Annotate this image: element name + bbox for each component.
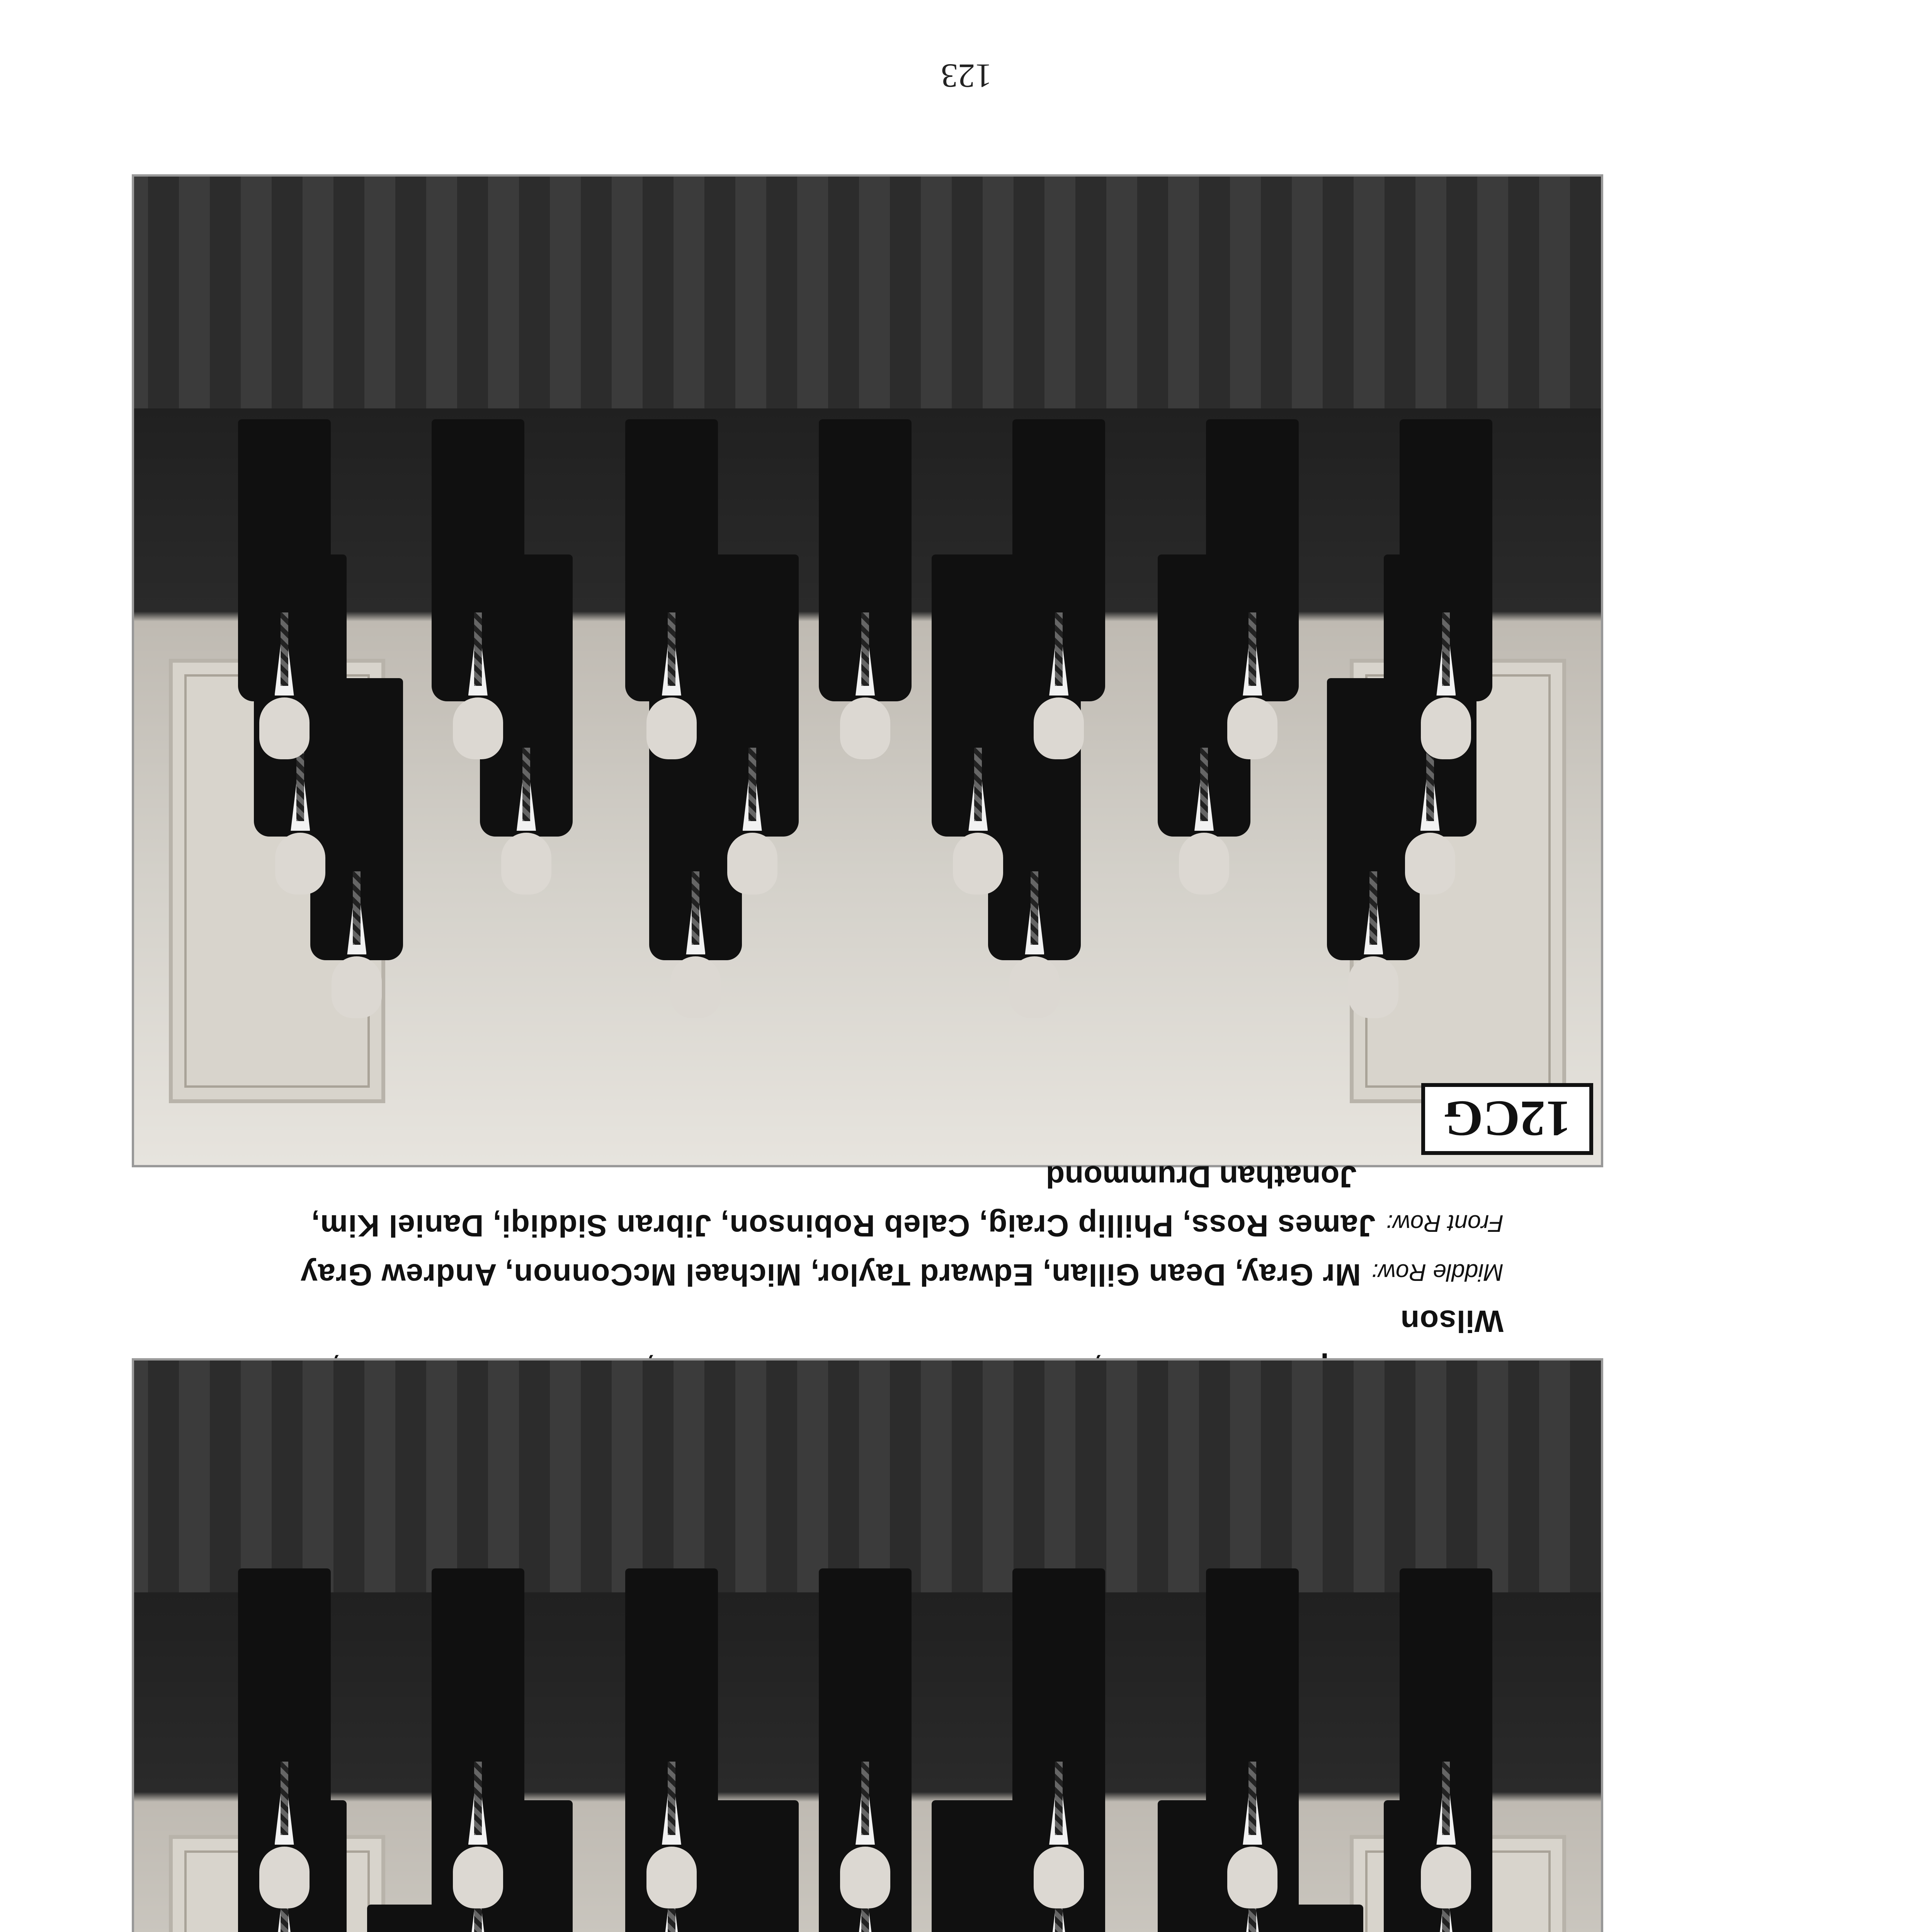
student-figure bbox=[1400, 419, 1492, 759]
class-label-12cg: 12CG bbox=[1421, 1083, 1593, 1155]
student-figure bbox=[1206, 1568, 1299, 1908]
caption-middle-row: Middle Row:Mr Gray, Dean Gillan, Edward Taylor, Michael McConnon, Andrew Gray bbox=[300, 1258, 1504, 1292]
student-figure bbox=[819, 1568, 912, 1908]
student-figure bbox=[238, 419, 331, 759]
student-figure bbox=[1012, 1568, 1105, 1908]
student-figure bbox=[1206, 419, 1299, 759]
student-figure bbox=[1400, 1568, 1492, 1908]
caption-front-row: Front Row:James Ross, Phillip Craig, Caleb Robinson, Jibran Siddiqi, Daniel Kim, Jonathan Drummond bbox=[311, 1160, 1504, 1243]
student-figure bbox=[819, 419, 912, 759]
page-number: 123 bbox=[941, 57, 992, 94]
student-figure bbox=[1012, 419, 1105, 759]
student-figure bbox=[706, 1800, 799, 1932]
student-figure bbox=[625, 1568, 718, 1908]
class-photo-12cg bbox=[132, 174, 1603, 1167]
student-figure bbox=[432, 419, 524, 759]
caption-back-row: Wilson bbox=[1400, 1304, 1504, 1338]
student-figure bbox=[932, 554, 1024, 895]
floor bbox=[134, 177, 1601, 408]
class-photo-12mw bbox=[132, 1358, 1603, 1932]
floor bbox=[134, 1361, 1601, 1592]
student-figure bbox=[432, 1568, 524, 1908]
student-figure bbox=[932, 1800, 1024, 1932]
student-figure bbox=[238, 1568, 331, 1908]
student-figure bbox=[706, 554, 799, 895]
student-figure bbox=[625, 419, 718, 759]
